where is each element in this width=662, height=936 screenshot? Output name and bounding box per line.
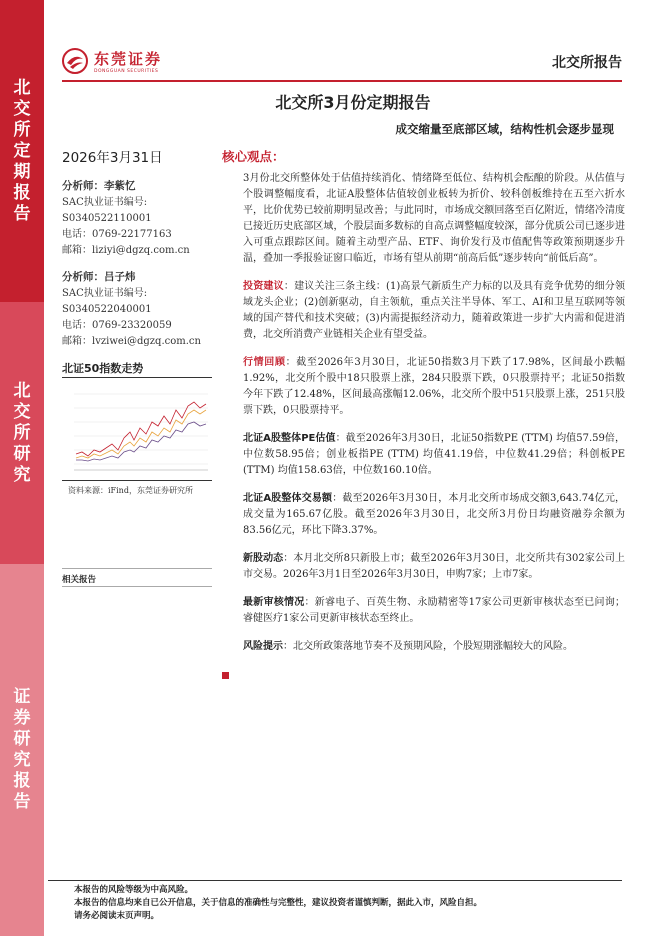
sidebar-section-securities-research [0, 564, 44, 936]
company-logo [62, 48, 162, 74]
sidebar-char: 北 [13, 77, 31, 98]
sac-label: SAC执业证书编号: [62, 197, 148, 208]
sidebar-char: 告 [13, 792, 31, 812]
point-label: 北证A股整体交易额 [243, 493, 333, 504]
analyst-email: 邮箱：lvziwei@dgzq.com.cn [62, 336, 201, 347]
footer-line: 本报告的信息均来自已公开信息，关于信息的准确性与完整性，建议投资者谨慎判断，据此入市，风险自担。 [74, 898, 483, 908]
analyst-label: 分析师： [62, 180, 104, 192]
sidebar-char: 北 [13, 380, 31, 401]
core-viewpoints-body [243, 171, 625, 667]
sidebar-section-research [0, 302, 44, 564]
point-label: 新股动态 [243, 553, 284, 564]
sidebar-char: 所 [13, 422, 31, 443]
analyst-name: 李紫忆 [104, 180, 136, 192]
point-text: ：建议关注三条主线：(1)高景气新质生产力标的以及具有竞争优势的细分领域龙头企业；(2)创新驱动，自主领航，重点关注半导体、军工、AI和卫星互联网等领域的国产替代和技术突破；(3)内需提振经济动力，随着政策进一步扩大内需和促进消费，北交所消费产业链相关企业有望受益。 [243, 281, 625, 340]
report-date: 2026年3月31日 [62, 150, 163, 166]
footer-divider [48, 880, 622, 881]
logo-name-cn: 东莞证券 [94, 50, 163, 68]
report-title: 北交所3月份定期报告 [275, 93, 431, 112]
point-paragraph [243, 279, 625, 343]
analyst-email: 邮箱：liziyi@dgzq.com.cn [62, 245, 190, 256]
chart-bottom-rule [62, 480, 212, 481]
sac-number: S0340522110001 [62, 213, 152, 224]
point-label: 投资建议 [243, 281, 284, 292]
point-paragraph [243, 431, 625, 479]
sidebar-section-periodic-report [0, 0, 44, 302]
risk-bullet-icon [222, 672, 229, 679]
intro-paragraph: 3月份北交所整体处于估值持续消化、情绪降至低位、结构机会酝酿的阶段。从估值与个股调整幅度看，北证A股整体估值较创业板转为折价、较科创板维持在五至六折水平，比价优势已较前期明显改善；与此同时，市场成交额回落至百亿附近，情绪冷清度已接近历史底部区域，个股层面多数标的自高点调整幅度较深，部分优质公司已逐步进入可重点跟踪区间。随着主动型产品、ETF、询价发行及市值配售等政策预期逐步升温，叠加一季报验证窗口临近，市场有望从前期“前高后低”逐步转向“前低后高”。 [243, 173, 625, 264]
report-subtitle: 成交缩量至底部区域，结构性机会逐步显现 [395, 122, 614, 136]
point-paragraph [243, 595, 625, 627]
sidebar-char: 报 [13, 771, 31, 791]
analyst-block [62, 269, 212, 350]
related-reports-heading: 相关报告 [62, 575, 97, 585]
point-text: ：截至2026年3月30日，本月北交所市场成交额3,643.74亿元，成交量为165.67亿股。截至2026年3月30日，北交所3月份日均融资融券余额为83.56亿元，环比下降3.37%。 [243, 493, 625, 536]
logo-name-en: DONGGUAN SECURITIES [94, 69, 159, 74]
point-text: ：新睿电子、百英生物、永励精密等17家公司更新审核状态至已问询；睿健医疗1家公司更新审核状态至终止。 [243, 597, 625, 624]
point-label: 最新审核情况 [243, 597, 305, 608]
point-paragraph [243, 491, 625, 539]
sidebar-char: 告 [13, 203, 31, 224]
point-label: 行情回顾 [243, 357, 286, 368]
sidebar-char: 研 [13, 443, 31, 464]
point-text: ：北交所政策落地节奏不及预期风险，个股短期涨幅较大的风险。 [283, 641, 573, 652]
core-viewpoints-heading: 核心观点： [222, 149, 285, 164]
related-top-rule [62, 568, 212, 569]
report-type: 北交所报告 [552, 55, 622, 71]
point-paragraph [243, 551, 625, 583]
analyst-label: 分析师： [62, 271, 104, 283]
sidebar-char: 所 [13, 119, 31, 140]
footer-disclaimer [74, 884, 482, 923]
point-label: 风险提示 [243, 641, 283, 652]
sidebar-char: 交 [13, 401, 31, 422]
index-chart-thumbnail [62, 380, 212, 478]
chart-source: 资料来源：iFind，东莞证券研究所 [68, 486, 193, 495]
logo-mark-icon [62, 48, 88, 74]
sidebar-char: 研 [13, 729, 31, 749]
footer-line: 请务必阅读末页声明。 [74, 911, 160, 921]
header-divider [62, 80, 622, 82]
point-label: 北证A股整体PE估值 [243, 433, 336, 444]
sidebar-char: 交 [13, 98, 31, 119]
sac-label: SAC执业证书编号: [62, 288, 148, 299]
vertical-sidebar [0, 0, 44, 936]
analyst-block [62, 178, 212, 259]
point-text: ：截至2026年3月30日，北证50指数PE (TTM) 均值57.59倍，中位数58.95倍；创业板指PE (TTM) 均值41.19倍，中位数41.29倍；科创板PE (TTM) 均值158.63倍，中位数160.10倍。 [243, 433, 625, 476]
sac-number: S0340522040001 [62, 304, 152, 315]
analyst-name: 吕子炜 [104, 271, 136, 283]
sidebar-char: 证 [13, 687, 31, 707]
left-column [62, 146, 212, 360]
sidebar-char: 究 [13, 750, 31, 770]
chart-top-rule [62, 377, 212, 378]
point-paragraph [243, 355, 625, 419]
analyst-phone: 电话：0769-23320059 [62, 320, 172, 331]
sidebar-char: 究 [13, 464, 31, 485]
sidebar-char: 期 [13, 161, 31, 182]
sidebar-char: 报 [13, 182, 31, 203]
sidebar-char: 券 [13, 708, 31, 728]
point-text: ：截至2026年3月30日，北证50指数3月下跌了17.98%，区间最小跌幅1.92%，北交所个股中18只股票上涨，284只股票下跌，0只股票持平；北证50指数今年下跌了12.48%，区间最高涨幅12.06%，北交所个股中51只股票上涨，251只股票下跌，0只股票持平。 [243, 357, 626, 416]
analyst-phone: 电话：0769-22177163 [62, 229, 172, 240]
risk-paragraph [243, 639, 625, 655]
sidebar-char: 定 [13, 140, 31, 161]
chart-title: 北证50指数走势 [62, 362, 144, 375]
point-text: ：本月北交所8只新股上市；截至2026年3月30日，北交所共有302家公司上市交易。2026年3月1日至2026年3月30日，申购7家；上市7家。 [243, 553, 625, 580]
footer-line: 本报告的风险等级为中高风险。 [74, 885, 194, 895]
related-bottom-rule [62, 586, 212, 587]
